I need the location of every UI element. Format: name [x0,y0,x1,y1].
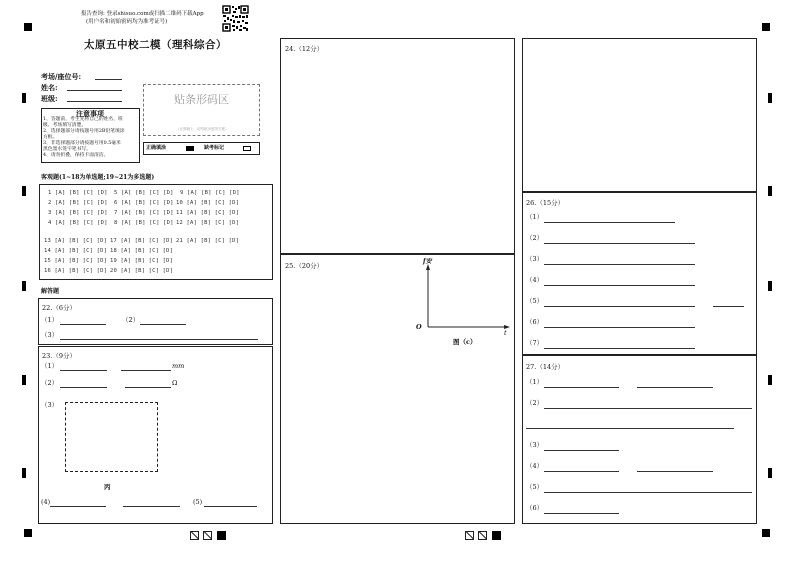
barcode-hint: （正面朝上，切勿贴出虚线方框） [176,127,229,131]
q23-drawing-area[interactable] [65,402,158,472]
side-mark [768,281,772,291]
side-mark [22,375,26,385]
side-mark [22,468,26,478]
choice-row[interactable]: 7 [A] [B] [C] [D] [114,210,174,216]
q26-part4: （4） [526,276,544,284]
q25-axis-y-label: f安 [423,258,432,265]
exam-room-label: 考场/座位号: [41,72,82,81]
q26-answer-7[interactable] [544,348,695,349]
notice-line: 黑色墨水签字笔书写。 [43,147,91,152]
choice-row[interactable]: 11 [A] [B] [C] [D] [176,210,240,216]
notice-line: 3、非选择题部分请按题号用0.5毫米 [43,141,121,146]
q22-part2: （2） [122,316,140,324]
q24-box[interactable] [280,38,515,254]
choice-row[interactable]: 2 [A] [B] [C] [D] [48,200,108,206]
q23-answer-2b[interactable] [125,387,171,388]
q27-part2: （2） [526,399,544,407]
q26-part1: （1） [526,213,544,221]
side-mark [22,186,26,196]
q25-axis-x-label: t [504,329,507,337]
q23-answer-5[interactable] [204,506,257,507]
objective-box [39,184,273,280]
objective-title: 客观题(1~18为单选题;19~21为多选题) [41,174,155,181]
class-field[interactable] [67,101,122,102]
q25-title: 25.（20分） [285,262,324,270]
correct-fill-label: 正确填涂 [146,145,167,151]
q22-answer-2[interactable] [140,324,186,325]
q23-answer-4a[interactable] [50,506,106,507]
page-mark-solid [492,531,501,540]
choice-row[interactable]: 19 [A] [B] [C] [D] [110,258,174,264]
choice-row[interactable]: 16 [A] [B] [C] [D] [44,268,108,274]
q23-answer-1a[interactable] [60,370,107,371]
notice-line: 级、考场填写清楚。 [43,123,87,128]
answer-section-title: 解答题 [41,288,60,295]
q26-part3: （3） [526,255,544,263]
q27-part5: （5） [526,483,544,491]
page-title: 太原五中校二模（理科综合） [84,39,227,51]
q26-part7: （7） [526,339,544,347]
q27-answer-5[interactable] [544,492,752,493]
q27-part3: （3） [526,441,544,449]
q26-box [522,192,757,355]
choice-row[interactable]: 4 [A] [B] [C] [D] [48,220,108,226]
q27-answer-2b[interactable] [526,428,734,429]
q27-answer-2a[interactable] [544,408,752,409]
q25-axis-origin: O [416,323,422,331]
q26-answer-1[interactable] [544,222,675,223]
missing-mark-label: 缺考标记 [204,145,225,151]
page-mark-slash [465,531,474,540]
q22-part1: （1） [41,316,59,324]
choice-row[interactable]: 14 [A] [B] [C] [D] [44,248,108,254]
q26-part6: （6） [526,318,544,326]
q23-title: 23.（9分） [42,352,76,360]
notice-title: 注意事项 [76,109,104,118]
q23-part3: （3） [41,401,59,409]
page-mark-slash [203,531,212,540]
q22-answer-1[interactable] [60,324,106,325]
registration-mark-top-left [24,23,32,31]
choice-row[interactable]: 6 [A] [B] [C] [D] [114,200,174,206]
registration-mark-bottom-right [762,529,770,537]
q23-unit-ohm: Ω [172,379,178,387]
q26-part2: （2） [526,234,544,242]
notice-line: 4、请勿折叠，保持卡面清洁。 [43,153,109,158]
q27-part4: （4） [526,462,544,470]
correct-fill-mark [186,146,194,151]
q27-part6: （6） [526,504,544,512]
exam-room-field[interactable] [95,79,122,80]
page-mark-solid [217,531,226,540]
registration-mark-bottom-left [24,529,32,537]
name-field[interactable] [67,90,122,91]
q27-answer-1b[interactable] [637,387,713,388]
q23-unit-mm: mm [172,362,185,370]
missing-mark-box[interactable] [243,146,251,151]
barcode-label: 贴条形码区 [174,93,229,106]
q23-part4: (4) [41,498,51,506]
q24-title: 24.（12分） [285,45,324,53]
q27-answer-4b[interactable] [637,471,713,472]
q26-answer-5a[interactable] [544,306,695,307]
q25-figure-label: 图（c） [453,338,477,346]
choice-row[interactable]: 3 [A] [B] [C] [D] [48,210,108,216]
side-mark [768,186,772,196]
side-mark [22,93,26,103]
choice-row[interactable]: 5 [A] [B] [C] [D] [114,190,174,196]
q23-answer-1b[interactable] [121,370,171,371]
registration-mark-top-right [762,23,770,31]
q26-answer-2[interactable] [544,243,695,244]
q27-answer-3[interactable] [544,450,619,451]
q26-title: 26.（15分） [526,199,565,207]
side-mark [768,468,772,478]
q26-answer-3[interactable] [544,264,695,265]
q25-graph [420,262,512,334]
page-mark-slash [190,531,199,540]
notice-line: 2、选择题部分请按题号用2B铅笔填涂 [43,129,125,134]
q23-part1: （1） [41,362,59,370]
choice-row[interactable]: 8 [A] [B] [C] [D] [114,220,174,226]
q27-answer-4a[interactable] [544,471,619,472]
report-query-text: 报告查询: 登录shisuo.com或扫描二维码下载App [81,11,204,17]
q26-answer-5b[interactable] [713,306,744,307]
notice-line: 1、答题前，考生先将自己的姓名、班 [43,117,123,122]
q26-part5: （5） [526,297,544,305]
side-mark [768,93,772,103]
page-mark-slash [478,531,487,540]
name-label: 姓名: [41,83,58,92]
class-label: 班级: [41,94,58,103]
qr-code-icon [222,5,249,32]
q23-answer-2a[interactable] [60,387,107,388]
q23-part2: （2） [41,379,59,387]
choice-row[interactable]: 17 [A] [B] [C] [D] [110,238,174,244]
side-mark [22,281,26,291]
choice-row[interactable]: 21 [A] [B] [C] [D] [176,238,240,244]
side-mark [768,375,772,385]
q27-answer-1a[interactable] [544,387,619,388]
q22-title: 22.（6分） [42,304,76,312]
q26-answer-6[interactable] [544,327,695,328]
q23-part5: (5) [193,498,203,506]
choice-row[interactable]: 10 [A] [B] [C] [D] [176,200,240,206]
notice-line: 方框。 [43,135,58,140]
choice-row[interactable]: 13 [A] [B] [C] [D] [44,238,108,244]
q22-answer-3[interactable] [60,339,258,340]
q23-answer-4b[interactable] [123,506,180,507]
choice-row[interactable]: 18 [A] [B] [C] [D] [110,248,174,254]
choice-row[interactable]: 1 [A] [B] [C] [D] [48,190,108,196]
choice-row[interactable]: 20 [A] [B] [C] [D] [110,268,174,274]
q27-title: 27.（14分） [526,363,565,371]
choice-row[interactable]: 15 [A] [B] [C] [D] [44,258,108,264]
q27-answer-6[interactable] [544,513,619,514]
login-hint-text: (用户名和初始密码均为准考证号) [86,19,168,25]
q27-box [522,355,757,524]
choice-row[interactable]: 12 [A] [B] [C] [D] [176,220,240,226]
choice-row[interactable]: 9 [A] [B] [C] [D] [180,190,240,196]
continuation-box[interactable] [522,38,757,192]
q26-answer-4[interactable] [544,285,695,286]
q22-part3: （3） [41,331,59,339]
q23-figure-label: 丙 [104,483,111,491]
q27-part1: （1） [526,378,544,386]
